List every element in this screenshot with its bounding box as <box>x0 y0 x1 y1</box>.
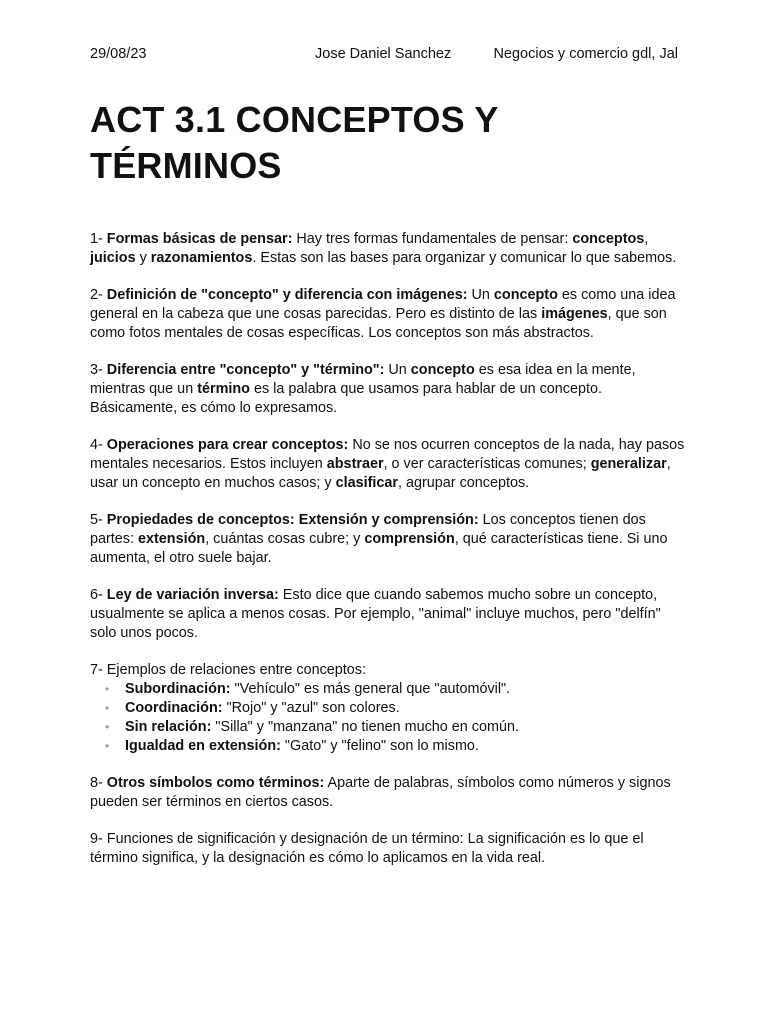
bold-term: conceptos <box>572 231 645 247</box>
paragraph-text: Los conceptos tienen dos partes: <box>90 512 646 547</box>
bold-term: abstraer <box>326 456 384 472</box>
list-item-heading: Subordinación: <box>125 681 231 697</box>
list-item <box>125 737 685 756</box>
paragraph-heading: Diferencia entre "concepto" y "término": <box>106 362 385 378</box>
paragraph-text: , usar un concepto en muchos casos; y <box>90 456 671 491</box>
list-item-heading: Igualdad en extensión: <box>125 738 281 754</box>
bold-term: clasificar <box>335 475 398 491</box>
paragraph-5 <box>90 511 685 568</box>
paragraph-heading: Formas básicas de pensar: <box>106 231 293 247</box>
paragraph-7 <box>90 661 685 756</box>
list-item <box>125 699 685 718</box>
bold-term: juicios <box>90 250 136 266</box>
paragraph-8 <box>90 774 685 812</box>
list-item-heading: Sin relación: <box>125 719 212 735</box>
paragraph-text: , agrupar conceptos. <box>397 475 530 491</box>
list-item-text: "Gato" y "felino" son lo mismo. <box>280 738 479 754</box>
paragraph-number: 6- <box>90 587 107 603</box>
bold-term: generalizar <box>590 456 667 472</box>
header-author-name: Jose Daniel Sanchez <box>315 46 452 62</box>
paragraph-text: 9- Funciones de significación y designación de un término: La significación es lo que el término significa, y la designación es cómo lo aplicamos en la vida real. <box>90 831 644 866</box>
paragraph-text: , que son como fotos mentales de cosas específicas. Los conceptos son más abstractos. <box>90 306 667 341</box>
paragraph-text: y <box>135 250 151 266</box>
paragraph-text: . Estas son las bases para organizar y comunicar lo que sabemos. <box>252 250 677 266</box>
document-title <box>90 97 690 189</box>
paragraph-text: , qué características tiene. Si uno aumenta, el otro suele bajar. <box>90 531 668 566</box>
paragraph-number: 8- <box>90 775 107 791</box>
paragraph-1 <box>90 230 685 268</box>
paragraph-number: 3- <box>90 362 107 378</box>
paragraph-text: es la palabra que usamos para hablar de un concepto. Básicamente, es cómo lo expresamos. <box>90 381 602 416</box>
title-line-2: TÉRMINOS <box>90 145 282 186</box>
paragraph-text: Aparte de palabras, símbolos como números y signos pueden ser términos en ciertos casos. <box>90 775 671 810</box>
list-item-text: "Silla" y "manzana" no tienen mucho en común. <box>211 719 519 735</box>
paragraph-text: , cuántas cosas cubre; y <box>205 531 365 547</box>
paragraph-text: es esa idea en la mente, mientras que un <box>90 362 636 397</box>
paragraph-number: 2- <box>90 287 107 303</box>
paragraph-3 <box>90 361 685 418</box>
paragraph-9 <box>90 830 685 868</box>
header-date: 29/08/23 <box>90 46 147 62</box>
paragraph-text: Un <box>467 287 494 303</box>
list-item-heading: Coordinación: <box>125 700 223 716</box>
paragraph-text: Esto dice que cuando sabemos mucho sobre un concepto, usualmente se aplica a menos cosas. Por ejemplo, "animal" incluye muchos, pero "delfín" solo unos pocos. <box>90 587 661 641</box>
bold-term: extensión <box>138 531 206 547</box>
list-item-text: "Vehículo" es más general que "automóvil". <box>230 681 511 697</box>
list-item <box>125 680 685 699</box>
paragraph-text: Hay tres formas fundamentales de pensar: <box>292 231 573 247</box>
paragraph-number: 5- <box>90 512 107 528</box>
list-item <box>125 718 685 737</box>
bold-term: concepto <box>410 362 475 378</box>
paragraph-heading: Otros símbolos como términos: <box>106 775 325 791</box>
paragraph-text: No se nos ocurren conceptos de la nada, hay pasos mentales necesarios. Estos incluyen <box>90 437 685 472</box>
paragraph-text: es como una idea general en la cabeza que une cosas parecidas. Pero es distinto de las <box>90 287 676 322</box>
header-course: Negocios y comercio gdl, Jal <box>493 46 678 62</box>
paragraph-2 <box>90 286 685 343</box>
paragraph-heading: Definición de "concepto" y diferencia con imágenes: <box>106 287 468 303</box>
paragraph-heading: Propiedades de conceptos: Extensión y comprensión: <box>106 512 479 528</box>
bold-term: término <box>197 381 250 397</box>
paragraph-heading: Ley de variación inversa: <box>106 587 279 603</box>
document-body <box>90 230 685 886</box>
relations-list <box>90 680 685 756</box>
paragraph-text: , o ver características comunes; <box>383 456 591 472</box>
paragraph-text: , <box>644 231 649 247</box>
bold-term: razonamientos <box>150 250 253 266</box>
title-line-1: ACT 3.1 CONCEPTOS Y <box>90 99 499 140</box>
paragraph-text: Un <box>384 362 411 378</box>
paragraph-6 <box>90 586 685 643</box>
relations-intro: 7- Ejemplos de relaciones entre conceptos: <box>90 662 366 678</box>
paragraph-number: 1- <box>90 231 107 247</box>
bold-term: concepto <box>493 287 558 303</box>
list-item-text: "Rojo" y "azul" son colores. <box>222 700 400 716</box>
paragraph-heading: Operaciones para crear conceptos: <box>106 437 349 453</box>
bold-term: comprensión <box>364 531 455 547</box>
page-header <box>90 46 678 64</box>
bold-term: imágenes <box>541 306 608 322</box>
paragraph-number: 4- <box>90 437 107 453</box>
paragraph-4 <box>90 436 685 493</box>
